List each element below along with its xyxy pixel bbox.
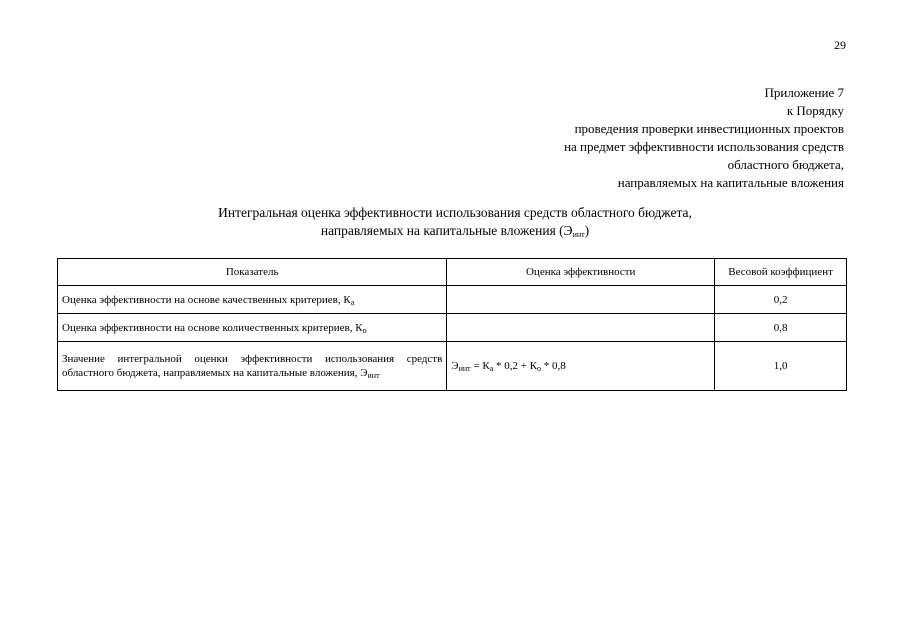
formula-ko-subscript: о (537, 364, 542, 373)
formula-e: Э (451, 360, 459, 372)
evaluation-cell (447, 286, 715, 314)
document-title (60, 204, 850, 240)
indicator-text: Значение интегральной оценки эффективности использования средств областного бюджета, направляемых на капитальные вложения, Э (62, 353, 443, 379)
indicator-subscript: инт (367, 371, 380, 380)
table-header-row (58, 259, 847, 286)
appendix-line: областного бюджета, (727, 157, 844, 172)
indicator-subscript: о (362, 325, 367, 335)
efficiency-table (57, 258, 847, 391)
weight-cell: 1,0 (715, 342, 847, 391)
indicator-text: Оценка эффективности на основе качественных критериев, К (62, 293, 351, 306)
appendix-line: к Порядку (786, 103, 844, 118)
table-row (58, 286, 847, 314)
appendix-line: Приложение 7 (764, 85, 844, 100)
indicator-text: Оценка эффективности на основе количественных критериев, К (62, 321, 363, 334)
title-line-2-end: ) (584, 223, 590, 238)
header-indicator: Показатель (58, 259, 447, 286)
formula-part: * 0,8 (541, 360, 566, 372)
table-row-total (58, 342, 847, 391)
formula-cell (447, 342, 715, 391)
page-number: 29 (834, 38, 846, 52)
indicator-cell (58, 286, 447, 314)
weight-cell: 0,2 (715, 286, 847, 314)
table-row (58, 314, 847, 342)
formula-part: * 0,2 + К (493, 360, 538, 372)
weight-cell: 0,8 (715, 314, 847, 342)
appendix-heading (564, 84, 844, 192)
evaluation-cell (447, 314, 715, 342)
formula-e-subscript: инт (458, 364, 471, 373)
indicator-cell (58, 314, 447, 342)
header-evaluation: Оценка эффективности (447, 259, 715, 286)
title-line-2-text: направляемых на капитальные вложения (Э (320, 223, 573, 238)
formula-part: = К (470, 360, 490, 372)
title-line-2 (60, 222, 850, 240)
title-subscript: инт (572, 230, 585, 239)
appendix-line: проведения проверки инвестиционных проектов (574, 121, 844, 136)
appendix-line: направляемых на капитальные вложения (617, 175, 844, 190)
appendix-line: на предмет эффективности использования средств (564, 139, 844, 154)
formula-ka-subscript: а (489, 364, 494, 373)
indicator-subscript: а (350, 297, 355, 307)
title-line-1: Интегральная оценка эффективности использования средств областного бюджета, (218, 205, 692, 220)
indicator-cell (58, 342, 447, 391)
header-weight: Весовой коэффициент (715, 259, 847, 286)
